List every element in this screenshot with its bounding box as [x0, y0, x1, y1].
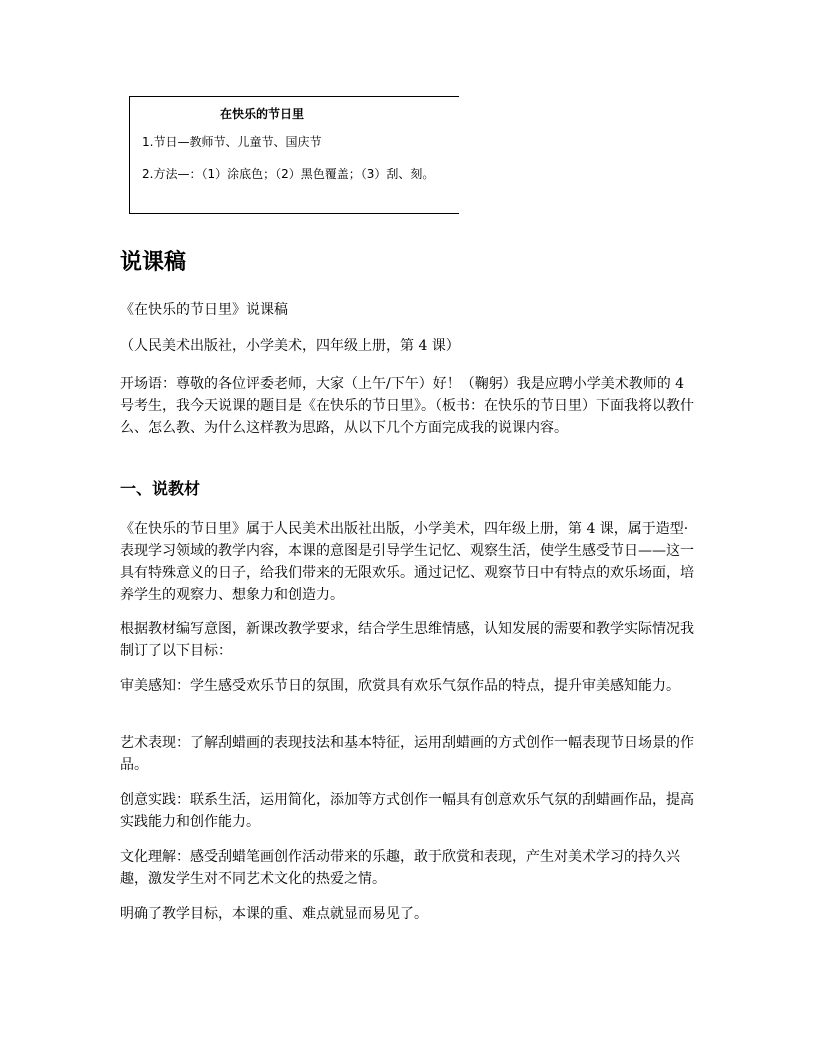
paragraph-goal-culture: 文化理解：感受刮蜡笔画创作活动带来的乐趣，敢于欣赏和表现，产生对美术学习的持久兴趣，激发学生对不同艺术文化的热爱之情。 — [120, 849, 680, 887]
paragraph-goal-art: 艺术表现：了解刮蜡画的表现技法和基本特征，运用刮蜡画的方式创作一幅表现节日场景的作品。 — [120, 735, 694, 773]
paragraph-goal-creative: 创意实践：联系生活，运用简化，添加等方式创作一幅具有创意欢乐气氛的刮蜡画作品，提高实践能力和创作能力。 — [120, 792, 694, 830]
section-heading-textbook: 一、说教材 — [120, 479, 201, 498]
paragraph-title: 《在快乐的节日里》说课稿 — [120, 302, 288, 318]
paragraph-goals-intro: 根据教材编写意图，新课改教学要求，结合学生思维情感，认知发展的需要和教学实际情况我制订了以下目标： — [120, 621, 694, 659]
paragraph-textbook: 《在快乐的节日里》属于人民美术出版社出版，小学美术，四年级上册，第 4 课，属于造型·表现学习领域的教学内容，本课的意图是引导学生记忆、观察生活，使学生感受节日——这一具有特殊意义的日子，给我们带来的无限欢乐。通过记忆、观察节日中有特点的欢乐场面，培养学生的观察力、想象力和创造力。 — [120, 521, 694, 603]
blackboard-line-2: 2.方法—：（1）涂底色；（2）黑色覆盖；（3）刮、刻。 — [142, 167, 435, 181]
blackboard-title: 在快乐的节日里 — [220, 107, 305, 121]
paragraph-opening: 开场语：尊敬的各位评委老师，大家（上午/下午）好！（鞠躬）我是应聘小学美术教师的 4 号考生，我今天说课的题目是《在快乐的节日里》。（板书：在快乐的节日里）下面我将以教什么、怎么教、为什么这样教为思路，从以下几个方面完成我的说课内容。 — [120, 376, 694, 436]
blackboard-line-1: 1.节日—教师节、儿童节、国庆节 — [142, 135, 322, 149]
paragraph-goal-aesthetic: 审美感知：学生感受欢乐节日的氛围，欣赏具有欢乐气氛作品的特点，提升审美感知能力。 — [120, 678, 680, 694]
paragraph-publisher: （人民美术出版社，小学美术，四年级上册，第 4 课） — [120, 338, 460, 354]
paragraph-conclusion: 明确了教学目标，本课的重、难点就显而易见了。 — [120, 906, 428, 922]
blackboard-image — [129, 96, 459, 214]
page-heading: 说课稿 — [120, 250, 187, 275]
